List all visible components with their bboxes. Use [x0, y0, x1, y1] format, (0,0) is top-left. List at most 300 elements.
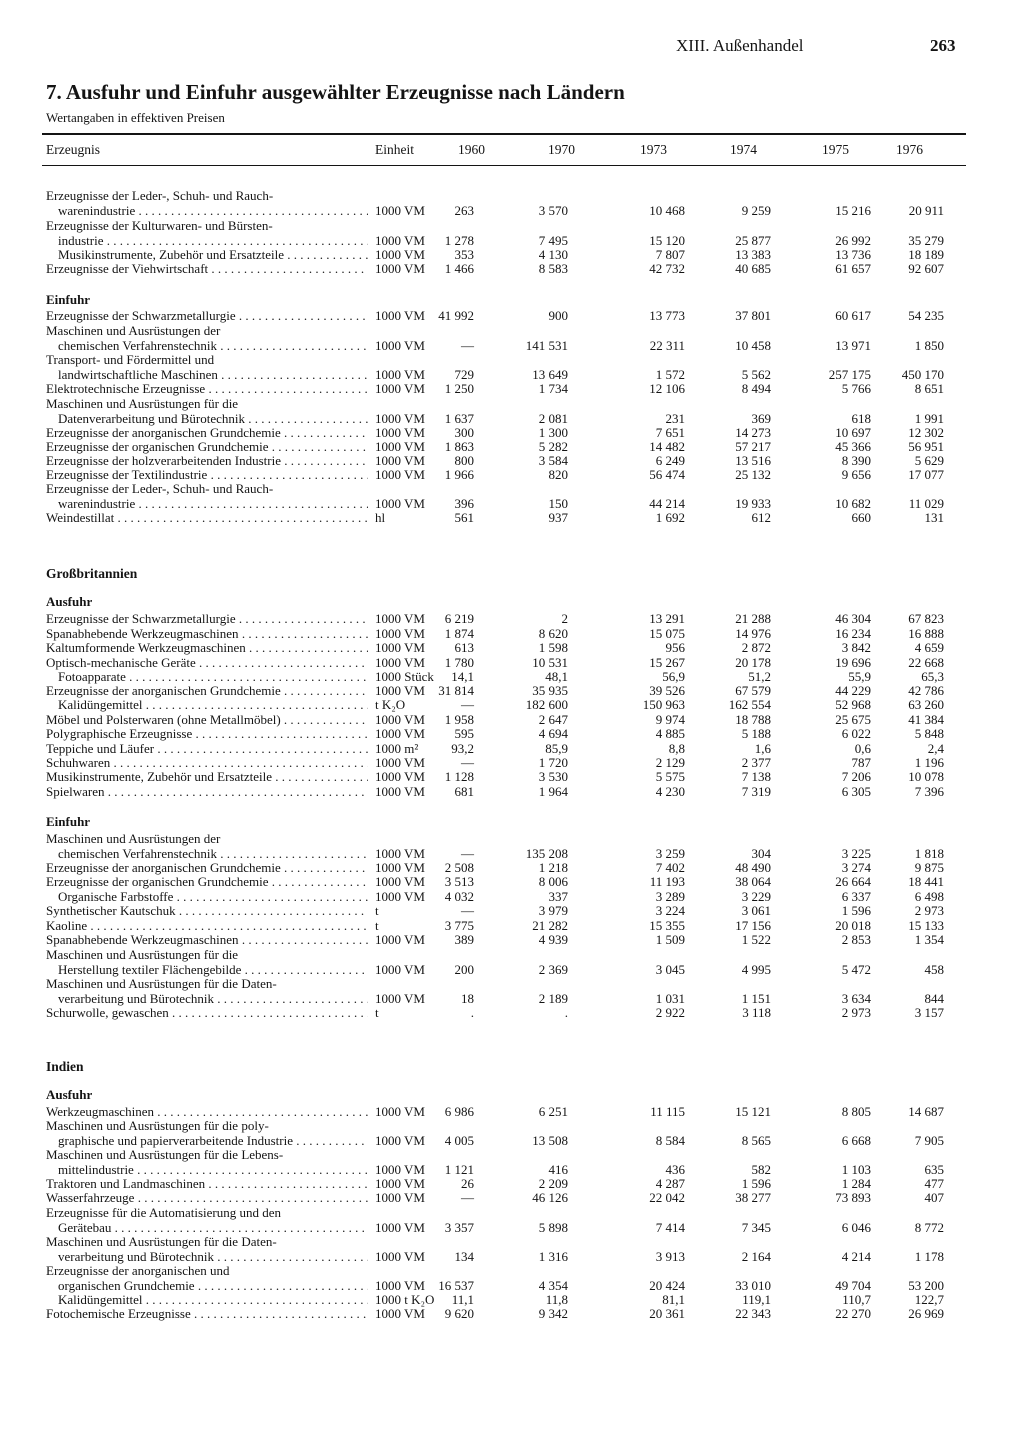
value-cell-1974: 1,6 [754, 741, 771, 756]
value-cell-1960: 263 [454, 202, 474, 218]
value-cell-1976: 1 354 [914, 932, 944, 947]
value-cell-1970: 11,8 [545, 1292, 568, 1307]
section-heading: Ausfuhr [46, 1087, 93, 1102]
value-cell-1960: 1 121 [444, 1161, 474, 1177]
value-cell-1975: 49 704 [835, 1277, 871, 1293]
value-cell-1976: 2 973 [914, 903, 944, 918]
value-cell-1960: 1 466 [444, 261, 474, 276]
product-label: Maschinen und Ausrüstungen der [46, 831, 221, 846]
value-cell-1976: 5 629 [914, 453, 944, 468]
value-cell-1973: 14 482 [649, 439, 685, 454]
country-heading: Indien [46, 1059, 84, 1074]
value-cell-1960: 800 [454, 453, 474, 468]
value-cell-1960: 1 874 [444, 626, 474, 641]
table-row [0, 874, 1024, 890]
value-cell-1974: 8 565 [741, 1132, 771, 1148]
value-cell-1973: 4 287 [655, 1176, 685, 1191]
product-label: Schurwolle, gewaschen . . . [46, 1005, 368, 1021]
value-cell-1976: 1 818 [914, 845, 944, 861]
column-header-1960: 1960 [458, 142, 485, 157]
product-label: Maschinen und Ausrüstungen für die Lebens- [46, 1147, 284, 1162]
value-cell-1975: 15 216 [835, 202, 871, 218]
value-cell-1974: 37 801 [735, 308, 771, 323]
value-cell-1973: 3 913 [655, 1248, 685, 1264]
column-header-1973: 1973 [640, 142, 667, 157]
value-cell-1970: 3 979 [538, 903, 568, 918]
value-cell-1960: 389 [454, 932, 474, 947]
value-cell-1974: 5 188 [741, 726, 771, 741]
value-cell-1975: 46 304 [835, 611, 871, 626]
value-cell-1975: 13 971 [835, 337, 871, 353]
value-cell-1975: 0,6 [854, 741, 871, 756]
product-label: Wasserfahrzeuge . . . [46, 1190, 368, 1206]
value-cell-1975: 25 675 [835, 712, 871, 727]
product-label: Musikinstrumente, Zubehör und Ersatzteile . . . [58, 247, 368, 263]
value-cell-1975: 13 736 [835, 247, 871, 262]
value-cell-1970: 5 898 [538, 1219, 568, 1235]
value-cell-1974: 1 151 [741, 990, 771, 1006]
value-cell-1976: 4 659 [914, 640, 944, 655]
value-cell-1974: 14 273 [735, 425, 771, 440]
value-cell-1970: 182 600 [525, 697, 568, 712]
value-cell-1970: 900 [548, 308, 568, 323]
value-cell-1970: 13 649 [532, 366, 568, 382]
value-cell-1974: 20 178 [735, 655, 771, 670]
unit-cell: 1000 VM [375, 1161, 425, 1177]
value-cell-1976: 6 498 [914, 889, 944, 904]
value-cell-1970: 1 720 [538, 755, 568, 770]
product-label: Kaoline . . . [46, 918, 368, 934]
value-cell-1973: 20 424 [649, 1277, 685, 1293]
value-cell-1970: 4 130 [538, 247, 568, 262]
value-cell-1970: 48,1 [545, 669, 568, 684]
column-header-1975: 1975 [822, 142, 849, 157]
value-cell-1973: 15 120 [649, 232, 685, 248]
unit-cell: 1000 VM [375, 308, 425, 323]
value-cell-1974: 612 [751, 510, 771, 525]
value-cell-1976: 2,4 [927, 741, 944, 756]
value-cell-1973: 150 963 [642, 697, 685, 712]
value-cell-1974: 162 554 [728, 697, 771, 712]
value-cell-1974: 9 259 [741, 202, 771, 218]
value-cell-1960: 1 278 [444, 232, 474, 248]
value-cell-1960: 31 814 [438, 683, 474, 698]
table-row [0, 697, 1024, 713]
value-cell-1970: 2 189 [538, 990, 568, 1006]
value-cell-1974: 119,1 [742, 1292, 771, 1307]
unit-cell: 1000 VM [375, 860, 425, 875]
unit-cell: 1000 Stück [375, 669, 434, 684]
value-cell-1976: 12 302 [908, 425, 944, 440]
value-cell-1976: 17 077 [908, 467, 944, 482]
value-cell-1973: 956 [665, 640, 685, 655]
value-cell-1974: 15 121 [735, 1104, 771, 1119]
product-label: Spielwaren . . . [46, 784, 368, 800]
value-cell-1960: . [470, 1005, 474, 1020]
product-label: Fotochemische Erzeugnisse . . . [46, 1306, 368, 1322]
value-cell-1974: 67 579 [735, 683, 771, 698]
value-cell-1970: 2 369 [538, 961, 568, 977]
value-cell-1975: 10 697 [835, 425, 871, 440]
value-cell-1975: 9 656 [841, 467, 871, 482]
product-label: Maschinen und Ausrüstungen für die [46, 947, 239, 962]
value-cell-1975: 257 175 [828, 366, 871, 382]
product-label: verarbeitung und Bürotechnik . . . [58, 1249, 368, 1265]
product-label: Transport- und Fördermittel und [46, 352, 215, 367]
value-cell-1970: 416 [548, 1161, 568, 1177]
unit-cell: 1000 VM [375, 611, 425, 626]
value-cell-1960: 3 775 [444, 918, 474, 933]
value-cell-1976: 41 384 [908, 712, 944, 727]
table-row [0, 261, 1024, 277]
value-cell-1970: 1 316 [538, 1248, 568, 1264]
value-cell-1973: 15 267 [649, 655, 685, 670]
value-cell-1960: 11,1 [451, 1292, 474, 1307]
product-label: Herstellung textiler Flächengebilde . . . [58, 962, 368, 978]
value-cell-1976: 20 911 [908, 202, 944, 218]
value-cell-1974: 13 383 [735, 247, 771, 262]
product-label: Möbel und Polsterwaren (ohne Metallmöbel) . . . [46, 712, 368, 728]
product-label: Maschinen und Ausrüstungen für die Daten- [46, 1234, 277, 1249]
value-cell-1960: 134 [454, 1248, 474, 1264]
value-cell-1970: 46 126 [532, 1190, 568, 1205]
value-cell-1973: 1 572 [655, 366, 685, 382]
product-label: Werkzeugmaschinen . . . [46, 1104, 368, 1120]
value-cell-1976: 54 235 [908, 308, 944, 323]
value-cell-1960: 1 128 [444, 769, 474, 784]
unit-cell: 1000 VM [375, 1277, 425, 1293]
value-cell-1976: 11 029 [908, 495, 944, 511]
value-cell-1974: 14 976 [735, 626, 771, 641]
value-cell-1970: 337 [548, 889, 568, 904]
unit-cell: 1000 VM [375, 467, 425, 482]
value-cell-1976: 92 607 [908, 261, 944, 276]
value-cell-1974: 2 164 [741, 1248, 771, 1264]
value-cell-1975: 6 022 [841, 726, 871, 741]
value-cell-1960: 3 357 [444, 1219, 474, 1235]
value-cell-1976: 22 668 [908, 655, 944, 670]
value-cell-1973: 7 651 [655, 425, 685, 440]
value-cell-1960: 1 863 [444, 439, 474, 454]
value-cell-1974: 1 596 [741, 1176, 771, 1191]
value-cell-1974: 7 319 [741, 784, 771, 799]
value-cell-1974: 3 061 [741, 903, 771, 918]
value-cell-1976: 458 [924, 961, 944, 977]
unit-cell: t [375, 918, 379, 933]
value-cell-1973: 1 031 [655, 990, 685, 1006]
value-cell-1976: 26 969 [908, 1306, 944, 1321]
value-cell-1976: 56 951 [908, 439, 944, 454]
value-cell-1976: 8 772 [914, 1219, 944, 1235]
unit-cell: 1000 m² [375, 741, 419, 756]
unit-cell: 1000 VM [375, 425, 425, 440]
table-row [0, 784, 1024, 800]
value-cell-1970: 820 [548, 467, 568, 482]
product-label: mittelindustrie . . . [58, 1162, 368, 1178]
section-heading: Einfuhr [46, 814, 91, 829]
unit-cell: hl [375, 510, 386, 525]
value-cell-1975: 61 657 [835, 261, 871, 276]
value-cell-1970: 2 647 [538, 712, 568, 727]
value-cell-1970: 9 342 [538, 1306, 568, 1321]
product-label: Kalidüngemittel . . . [58, 697, 368, 713]
value-cell-1973: 7 807 [655, 247, 685, 262]
value-cell-1970: 8 006 [538, 874, 568, 889]
product-label: Erzeugnisse der Schwarzmetallurgie . . . [46, 611, 368, 627]
value-cell-1973: 22 042 [649, 1190, 685, 1205]
value-cell-1974: 7 138 [741, 769, 771, 784]
value-cell-1976: 14 687 [908, 1104, 944, 1119]
product-label: Elektrotechnische Erzeugnisse . . . [46, 381, 368, 397]
table-top-rule [42, 133, 966, 135]
value-cell-1970: 1 598 [538, 640, 568, 655]
value-cell-1970: 3 530 [538, 769, 568, 784]
value-cell-1974: 10 458 [735, 337, 771, 353]
value-cell-1973: 1 509 [655, 932, 685, 947]
product-label: industrie . . . [58, 233, 368, 249]
value-cell-1970: 8 620 [538, 626, 568, 641]
unit-cell: 1000 VM [375, 683, 425, 698]
value-cell-1975: 8 805 [841, 1104, 871, 1119]
value-cell-1976: 131 [924, 510, 944, 525]
product-label: Polygraphische Erzeugnisse . . . [46, 726, 368, 742]
value-cell-1975: 10 682 [835, 495, 871, 511]
value-cell-1973: 13 773 [649, 308, 685, 323]
product-label: Erzeugnisse der holzverarbeitenden Industrie . . . [46, 453, 368, 469]
product-label: Traktoren und Landmaschinen . . . [46, 1176, 368, 1192]
product-label: Erzeugnisse der anorganischen Grundchemie . . . [46, 860, 368, 876]
section-heading: Einfuhr [46, 292, 91, 307]
product-label: Spanabhebende Werkzeugmaschinen . . . [46, 626, 368, 642]
value-cell-1960: 353 [454, 247, 474, 262]
value-cell-1976: 1 178 [914, 1248, 944, 1264]
value-cell-1974: 21 288 [735, 611, 771, 626]
unit-cell: 1000 VM [375, 247, 425, 262]
value-cell-1973: 3 289 [655, 889, 685, 904]
value-cell-1973: 9 974 [655, 712, 685, 727]
product-label: Erzeugnisse der organischen Grundchemie . . . [46, 874, 368, 890]
product-label: Erzeugnisse der anorganischen Grundchemie . . . [46, 683, 368, 699]
product-label: Synthetischer Kautschuk . . . [46, 903, 368, 919]
value-cell-1960: 200 [454, 961, 474, 977]
product-label: Schuhwaren . . . [46, 755, 368, 771]
column-header-product: Erzeugnis [46, 142, 100, 157]
value-cell-1975: 3 842 [841, 640, 871, 655]
value-cell-1960: 561 [454, 510, 474, 525]
unit-cell: 1000 VM [375, 932, 425, 947]
unit-cell: 1000 VM [375, 366, 425, 382]
unit-cell: t K₂O [375, 697, 406, 712]
value-cell-1974: 17 156 [735, 918, 771, 933]
value-cell-1976: 844 [924, 990, 944, 1006]
value-cell-1960: 16 537 [438, 1277, 474, 1293]
value-cell-1976: 63 260 [908, 697, 944, 712]
value-cell-1960: 6 986 [444, 1104, 474, 1119]
value-cell-1974: 51,2 [748, 669, 771, 684]
product-label: Erzeugnisse der anorganischen Grundchemie . . . [46, 425, 368, 441]
product-label: Kaltumformende Werkzeugmaschinen . . . [46, 640, 368, 656]
column-header-unit: Einheit [375, 142, 414, 157]
table-row [0, 1306, 1024, 1322]
value-cell-1970: 21 282 [532, 918, 568, 933]
value-cell-1960: 2 508 [444, 860, 474, 875]
table-row [0, 903, 1024, 919]
chapter-title: XIII. Außenhandel [676, 36, 804, 55]
value-cell-1970: 4 694 [538, 726, 568, 741]
value-cell-1973: 11 115 [650, 1104, 685, 1119]
country-heading: Großbritannien [46, 566, 138, 581]
value-cell-1970: 2 209 [538, 1176, 568, 1191]
value-cell-1976: 67 823 [908, 611, 944, 626]
value-cell-1960: 18 [461, 990, 474, 1006]
value-cell-1970: 1 964 [538, 784, 568, 799]
value-cell-1975: 3 274 [841, 860, 871, 875]
value-cell-1976: 1 991 [914, 410, 944, 426]
value-cell-1974: 19 933 [735, 495, 771, 511]
value-cell-1973: 4 885 [655, 726, 685, 741]
value-cell-1973: 56,9 [662, 669, 685, 684]
product-label: Datenverarbeitung und Bürotechnik . . . [58, 411, 368, 427]
product-label: Erzeugnisse der Textilindustrie . . . [46, 467, 368, 483]
value-cell-1975: 6 305 [841, 784, 871, 799]
product-label: warenindustrie . . . [58, 203, 368, 219]
value-cell-1975: 6 668 [841, 1132, 871, 1148]
value-cell-1975: 5 472 [841, 961, 871, 977]
product-label: organischen Grundchemie . . . [58, 1278, 368, 1294]
value-cell-1976: 5 848 [914, 726, 944, 741]
table-row [0, 726, 1024, 742]
value-cell-1973: 5 575 [655, 769, 685, 784]
value-cell-1970: 2 [561, 611, 568, 626]
section-heading: Ausfuhr [46, 594, 93, 609]
value-cell-1976: 407 [924, 1190, 944, 1205]
value-cell-1976: 65,3 [921, 669, 944, 684]
page-header [0, 36, 1024, 60]
value-cell-1970: 4 939 [538, 932, 568, 947]
value-cell-1976: 9 875 [914, 860, 944, 875]
value-cell-1973: 56 474 [649, 467, 685, 482]
table-title: 7. Ausfuhr und Einfuhr ausgewählter Erzeugnisse nach Ländern [46, 80, 625, 104]
unit-cell: 1000 VM [375, 784, 425, 799]
column-header-1970: 1970 [548, 142, 575, 157]
value-cell-1976: 1 196 [914, 755, 944, 770]
product-label: Weindestillat . . . [46, 510, 368, 526]
value-cell-1960: 4 032 [444, 889, 474, 904]
value-cell-1975: 52 968 [835, 697, 871, 712]
value-cell-1970: 13 508 [532, 1132, 568, 1148]
product-label: Erzeugnisse der Leder-, Schuh- und Rauch- [46, 481, 274, 496]
value-cell-1970: 150 [548, 495, 568, 511]
unit-cell: 1000 VM [375, 640, 425, 655]
value-cell-1973: 1 692 [655, 510, 685, 525]
value-cell-1973: 12 106 [649, 381, 685, 396]
value-cell-1974: 8 494 [741, 381, 771, 396]
column-header-1974: 1974 [730, 142, 757, 157]
unit-cell: 1000 VM [375, 1132, 425, 1148]
value-cell-1975: 5 766 [841, 381, 871, 396]
value-cell-1974: 3 229 [741, 889, 771, 904]
product-label: Maschinen und Ausrüstungen für die Daten- [46, 976, 277, 991]
value-cell-1976: 7 396 [914, 784, 944, 799]
value-cell-1974: 4 995 [741, 961, 771, 977]
value-cell-1976: 18 189 [908, 247, 944, 262]
value-cell-1974: 38 277 [735, 1190, 771, 1205]
product-label: Maschinen und Ausrüstungen für die poly- [46, 1118, 269, 1133]
product-label: Kalidüngemittel . . . [58, 1292, 368, 1308]
unit-cell: 1000 VM [375, 874, 425, 889]
value-cell-1975: 1 284 [841, 1176, 871, 1191]
value-cell-1976: 1 850 [914, 337, 944, 353]
value-cell-1960: 1 966 [444, 467, 474, 482]
value-cell-1974: 2 377 [741, 755, 771, 770]
value-cell-1970: 6 251 [538, 1104, 568, 1119]
product-label: Erzeugnisse der Viehwirtschaft . . . [46, 261, 368, 277]
unit-cell: 1000 VM [375, 410, 425, 426]
product-label: Optisch-mechanische Geräte . . . [46, 655, 368, 671]
value-cell-1976: 16 888 [908, 626, 944, 641]
unit-cell: 1000 VM [375, 1219, 425, 1235]
value-cell-1975: 55,9 [848, 669, 871, 684]
unit-cell: 1000 VM [375, 439, 425, 454]
value-cell-1970: 3 570 [538, 202, 568, 218]
unit-cell: 1000 t K₂O [375, 1292, 435, 1307]
unit-cell: 1000 VM [375, 626, 425, 641]
value-cell-1970: 3 584 [538, 453, 568, 468]
value-cell-1975: 618 [851, 410, 871, 426]
product-label: graphische und papierverarbeitende Industrie . . . [58, 1133, 368, 1149]
value-cell-1973: 39 526 [649, 683, 685, 698]
value-cell-1973: 8 584 [655, 1132, 685, 1148]
table-row [0, 640, 1024, 656]
product-label: Erzeugnisse der organischen Grundchemie . . . [46, 439, 368, 455]
value-cell-1974: 3 118 [742, 1005, 771, 1020]
value-cell-1973: 15 075 [649, 626, 685, 641]
value-cell-1973: 3 045 [655, 961, 685, 977]
value-cell-1973: 4 230 [655, 784, 685, 799]
unit-cell: t [375, 1005, 379, 1020]
unit-cell: 1000 VM [375, 726, 425, 741]
value-cell-1973: 10 468 [649, 202, 685, 218]
unit-cell: 1000 VM [375, 1104, 425, 1119]
value-cell-1975: 22 270 [835, 1306, 871, 1321]
value-cell-1960: 41 992 [438, 308, 474, 323]
value-cell-1973: 3 259 [655, 845, 685, 861]
product-label: verarbeitung und Bürotechnik . . . [58, 991, 368, 1007]
unit-cell: 1000 VM [375, 990, 425, 1006]
value-cell-1974: 5 562 [741, 366, 771, 382]
value-cell-1975: 16 234 [835, 626, 871, 641]
product-label: Maschinen und Ausrüstungen für die [46, 396, 239, 411]
value-cell-1975: 1 596 [841, 903, 871, 918]
value-cell-1974: 7 345 [741, 1219, 771, 1235]
value-cell-1973: 22 311 [649, 337, 685, 353]
table-row [0, 510, 1024, 526]
value-cell-1975: 44 229 [835, 683, 871, 698]
value-cell-1960: 1 958 [444, 712, 474, 727]
unit-cell: 1000 VM [375, 495, 425, 511]
table-row [0, 1005, 1024, 1021]
product-label: Erzeugnisse der anorganischen und [46, 1263, 230, 1278]
value-cell-1960: — [461, 755, 474, 770]
column-header-1976: 1976 [896, 142, 923, 157]
value-cell-1975: 787 [851, 755, 871, 770]
product-label: Gerätebau . . . [58, 1220, 368, 1236]
value-cell-1976: 10 078 [908, 769, 944, 784]
table-row [0, 932, 1024, 948]
product-label: Organische Farbstoffe . . . [58, 889, 368, 905]
value-cell-1974: 369 [751, 410, 771, 426]
value-cell-1974: 13 516 [735, 453, 771, 468]
